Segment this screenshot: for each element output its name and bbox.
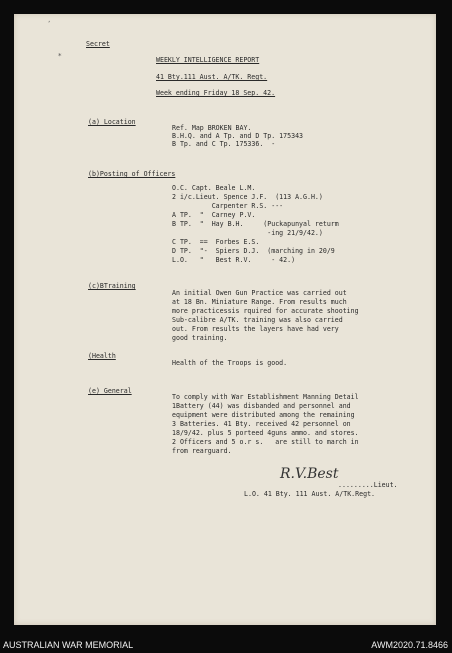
posting-line: L.O. " Best R.V. - 42.) [172,256,296,264]
training-line: at 18 Bn. Miniature Range. From results much [172,298,347,306]
footer-accession: AWM2020.71.8466 [371,640,448,650]
training-line: more practicessis rquired for accurate shooting [172,307,359,315]
section-general-label: (e) General [88,387,132,395]
general-line: 3 Batteries. 41 Bty. received 42 personnel on [172,420,351,428]
footer-archive: AUSTRALIAN WAR MEMORIAL [3,640,134,650]
posting-line: D TP. "- Spiers D.J. (marching in 20/9 [172,247,335,255]
unit-line: 41 Bty.111 Aust. A/TK. Regt. [156,73,268,81]
classification: Secret [86,40,110,48]
posting-line: A TP. " Carney P.V. [172,211,256,219]
training-line: out. From results the layers have had very [172,325,339,333]
signature-rank: .........Lieut. [338,481,398,489]
posting-line: O.C. Capt. Beale L.M. [172,184,256,192]
handwritten-signature: R.V.Best [280,466,339,482]
posting-line: -ing 21/9/42.) [172,229,323,237]
general-line: equipment were distributed among the remaining [172,411,355,419]
general-line: 18/9/42. plus 5 porteed 4guns ammo. and stores. [172,429,359,437]
training-line: Sub-calibre A/TK. training was also carried [172,316,343,324]
section-location-label: (a) Location [88,118,136,126]
posting-line: B TP. " Hay B.H. (Puckapunyal returm [172,220,339,228]
posting-line: 2 i/c.Lieut. Spence J.F. (113 A.G.H.) [172,193,323,201]
training-line: An initial Owen Gun Practice was carried out [172,289,347,297]
location-line: Ref. Map BROKEN BAY. [172,124,252,132]
location-line: B Tp. and C Tp. 175336. - [172,140,276,148]
margin-mark: ʼ [48,20,51,28]
margin-mark: * [58,52,62,60]
week-line: Week ending Friday 18 Sep. 42. [156,89,276,97]
general-line: 2 Officers and 5 o.r s. are still to march in [172,438,359,446]
report-title: WEEKLY INTELLIGENCE REPORT [156,56,260,64]
section-posting-label: (b)Posting of Officers [88,170,176,178]
general-line: 1Battery (44) was disbanded and personnel and [172,402,351,410]
section-health-label: (Health [88,352,116,360]
section-training-label: (c)BTraining [88,282,136,290]
general-line: To comply with War Establishment Manning Detail [172,393,359,401]
posting-line: Carpenter R.S. --- [172,202,284,210]
posting-line: C TP. == Forbes E.S. [172,238,260,246]
training-line: good training. [172,334,228,342]
signature-role: L.O. 41 Bty. 111 Aust. A/TK.Regt. [244,490,376,498]
general-line: from rearguard. [172,447,232,455]
health-text: Health of the Troops is good. [172,359,288,367]
location-line: B.H.Q. and A Tp. and D Tp. 175343 [172,132,304,140]
